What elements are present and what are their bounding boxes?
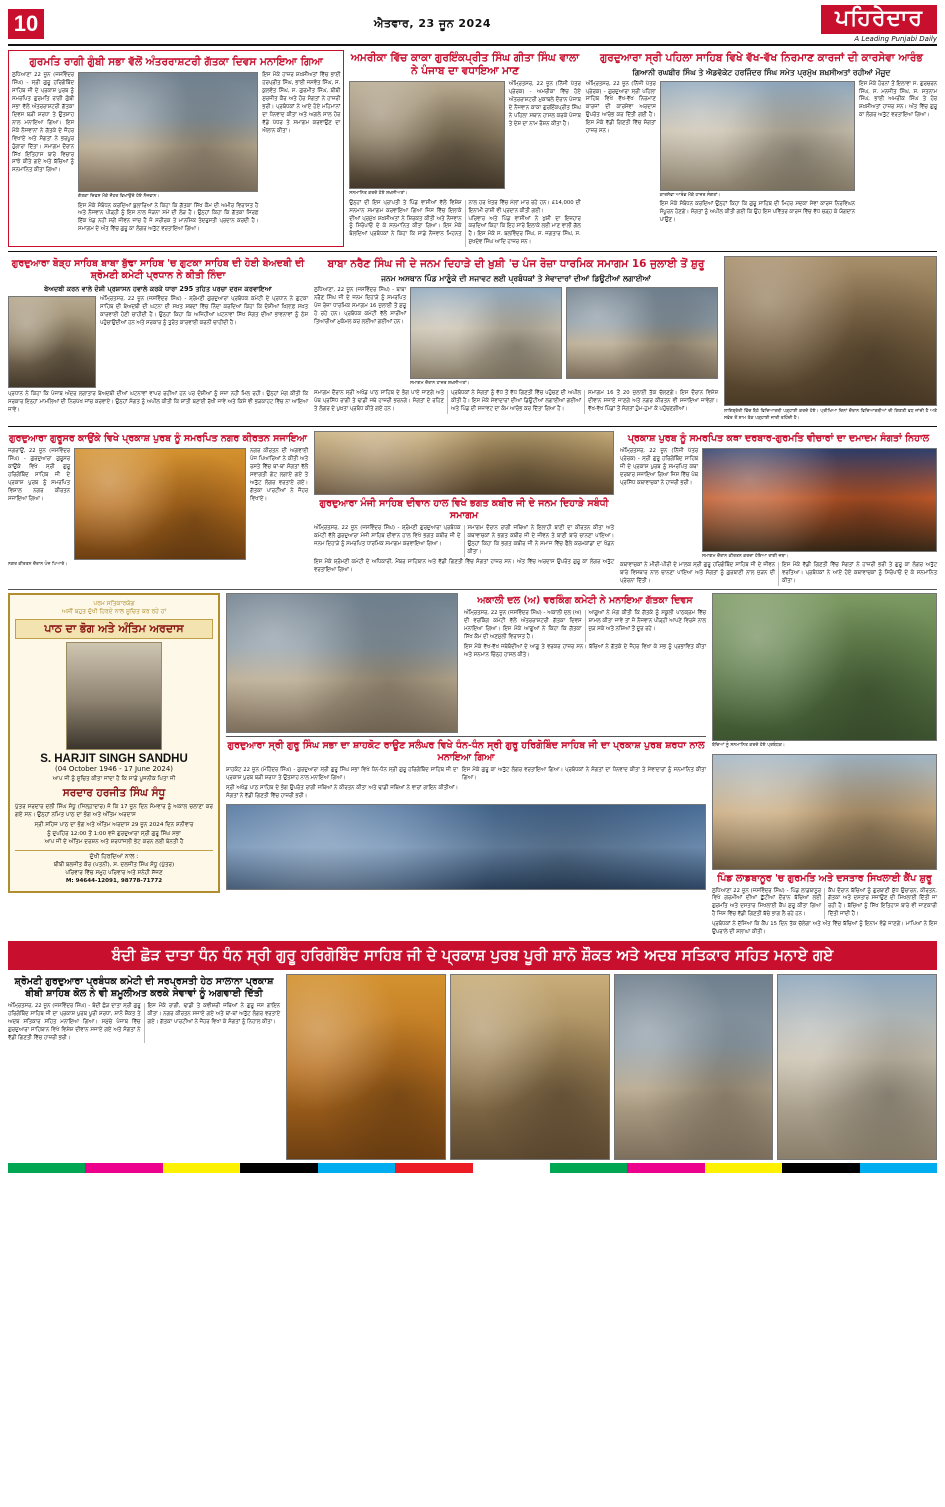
masthead bbox=[8, 6, 937, 46]
article-body: ਇਸ ਮੌਕੇ ਸੰਬੋਧਨ ਕਰਦਿਆਂ ਉਨ੍ਹਾਂ ਕਿਹਾ ਕਿ ਗੁਰੂ ਸਾਹਿਬ ਦੀ ਮਿਹਰ ਸਦਕਾ ਸੇਵਾ ਕਾਰਜ ਨਿਰਵਿਘਨ ਸੰਪੂਰਨ ਹੋਣਗੇ। ਸੰਗਤਾਂ ਨੂੰ ਅਪੀਲ ਕੀਤੀ ਗਈ ਕਿ ਉਹ ਇਸ ਪਵਿੱਤਰ ਕਾਰਜ ਵਿੱਚ ਵੱਧ ਚੜ੍ਹ ਕੇ ਯੋਗਦਾਨ ਪਾਉਣ। bbox=[659, 201, 855, 223]
article-body: ਸਮਾਗਮ ਦੌਰਾਨ ਰਾਗੀ ਜਥਿਆਂ ਨੇ ਇਲਾਹੀ ਬਾਣੀ ਦਾ ਕੀਰਤਨ ਕੀਤਾ ਅਤੇ ਕਥਾਵਾਚਕਾਂ ਨੇ ਭਗਤ ਕਬੀਰ ਜੀ ਦੇ ਜੀਵਨ ਤੇ ਬਾਣੀ ਬਾਰੇ ਚਾਨਣਾ ਪਾਇਆ। ਉਨ੍ਹਾਂ ਕਿਹਾ ਕਿ ਭਗਤ ਕਬੀਰ ਜੀ ਨੇ ਸਮਾਜ ਵਿੱਚ ਫੈਲੇ ਕਰਮਕਾਂਡਾਂ ਦਾ ਖੰਡਨ ਕੀਤਾ। bbox=[467, 524, 614, 555]
headline: ਬਾਬਾ ਨਰੈਣ ਸਿੰਘ ਜੀ ਦੇ ਜਨਮ ਦਿਹਾੜੇ ਦੀ ਖ਼ੁਸ਼ੀ 'ਚ ਪੰਜ ਰੋਜ਼ਾ ਧਾਰਮਿਕ ਸਮਾਗਮ 16 ਜੁਲਾਈ ਤੋਂ ਸ਼ੁਰੂ bbox=[327, 258, 705, 271]
obit-family-names: ਬੀਬੀ ਬਲਜੀਤ ਕੌਰ (ਪਤਨੀ), ਸ. ਦਲਜੀਤ ਸਿੰਘ ਸੰਧੂ (ਪੁੱਤਰ) bbox=[53, 861, 175, 868]
headline: ਗੁਰਮਤਿ ਰਾਗੀ ਗੁੰਬੀ ਸਭਾ ਵੱਲੋਂ ਅੰਤਰਰਾਸ਼ਟਰੀ ਗੱਤਕਾ ਦਿਵਸ ਮਨਾਇਆ ਗਿਆ bbox=[29, 56, 323, 68]
article-body: ਇਸ ਮੌਕੇ ਸ਼੍ਰੋਮਣੀ ਕਮੇਟੀ ਦੇ ਅਧਿਕਾਰੀ, ਮੈਂਬਰ ਸਾਹਿਬਾਨ ਅਤੇ ਵੱਡੀ ਗਿਣਤੀ ਵਿੱਚ ਸੰਗਤਾਂ ਹਾਜ਼ਰ ਸਨ। ਅੰਤ ਵਿੱਚ ਅਰਦਾਸ ਉਪਰੰਤ ਗੁਰੂ ਕਾ ਲੰਗਰ ਅਤੁੱਟ ਵਰਤਾਇਆ ਗਿਆ। bbox=[314, 558, 614, 573]
article-karseva bbox=[586, 50, 937, 247]
section-divider bbox=[8, 251, 937, 252]
bottom-photo-strip bbox=[286, 974, 937, 1160]
article-akali-dal-gatka bbox=[464, 593, 706, 733]
article-body: ਇਸ ਮੌਕੇ ਹੋਰਨਾਂ ਤੋਂ ਇਲਾਵਾ ਸ. ਗੁਰਚਰਨ ਸਿੰਘ, ਸ. ਮਨਜੀਤ ਸਿੰਘ, ਸ. ਸਤਨਾਮ ਸਿੰਘ, ਭਾਈ ਅਮਰੀਕ ਸਿੰਘ ਤੇ ਹੋਰ ਸ਼ਖ਼ਸੀਅਤਾਂ ਹਾਜ਼ਰ ਸਨ। ਅੰਤ ਵਿੱਚ ਗੁਰੂ ਕਾ ਲੰਗਰ ਅਤੁੱਟ ਵਰਤਾਇਆ ਗਿਆ। bbox=[859, 80, 937, 119]
article-photo bbox=[226, 804, 706, 890]
article-bhagat-kabir bbox=[314, 431, 614, 586]
article-body: ਪ੍ਰਬੰਧਕਾਂ ਨੇ ਸੰਗਤਾਂ ਨੂੰ ਵੱਧ ਤੋਂ ਵੱਧ ਗਿਣਤੀ ਵਿੱਚ ਪਹੁੰਚਣ ਦੀ ਅਪੀਲ ਕੀਤੀ ਹੈ। ਇਸ ਮੌਕੇ ਸੇਵਾਦਾਰਾਂ ਦੀਆਂ ਡਿਊਟੀਆਂ ਲਗਾਈਆਂ ਗਈਆਂ ਅਤੇ ਪਿੰਡ ਦੀ ਸਜਾਵਟ ਦਾ ਕੰਮ ਆਰੰਭ ਕਰ ਦਿੱਤਾ ਗਿਆ ਹੈ। bbox=[451, 390, 581, 413]
article-gatka-diwas bbox=[8, 50, 344, 247]
article-photo bbox=[8, 296, 96, 388]
masthead-date: ਐਤਵਾਰ, 23 ਜੂਨ 2024 bbox=[374, 16, 492, 30]
article-body: ਲੁਧਿਆਣਾ 22 ਜੂਨ (ਜਸਵਿੰਦਰ ਸਿੰਘ) - ਪਿੰਡ ਲਾਡਬਾਨੂਰ ਵਿਖੇ ਗਰਮੀਆਂ ਦੀਆਂ ਛੁੱਟੀਆਂ ਦੌਰਾਨ ਬੱਚਿਆਂ ਲਈ ਗੁਰਮਤਿ ਅਤੇ ਦਸਤਾਰ ਸਿਖਲਾਈ ਕੈਂਪ ਸ਼ੁਰੂ ਕੀਤਾ ਗਿਆ ਹੈ ਜਿਸ ਵਿੱਚ ਵੱਡੀ ਗਿਣਤੀ ਬੱਚੇ ਭਾਗ ਲੈ ਰਹੇ ਹਨ। bbox=[712, 887, 821, 918]
obit-date-line: ਸ੍ਰੀ ਸਹਿਜ ਪਾਠ ਦਾ ਭੋਗ ਅਤੇ ਅੰਤਿਮ ਅਰਦਾਸ 29 ਜੂਨ 2024 ਦਿਨ ਸ਼ਨੀਵਾਰ bbox=[34, 822, 194, 829]
article-body: ਕਥਾਵਾਚਕਾਂ ਨੇ ਮੀਰੀ-ਪੀਰੀ ਦੇ ਮਾਲਕ ਸ੍ਰੀ ਗੁਰੂ ਹਰਿਗੋਬਿੰਦ ਸਾਹਿਬ ਜੀ ਦੇ ਜੀਵਨ ਬਾਰੇ ਵਿਸਥਾਰ ਨਾਲ ਚਾਨਣਾ ਪਾਇਆ ਅਤੇ ਸੰਗਤਾਂ ਨੂੰ ਗੁਰਬਾਣੀ ਨਾਲ ਜੁੜਨ ਦੀ ਪ੍ਰੇਰਨਾ ਦਿੱਤੀ। bbox=[620, 562, 775, 585]
article-body: ਉਨ੍ਹਾਂ ਦੀ ਇਸ ਪ੍ਰਾਪਤੀ ਤੇ ਪਿੰਡ ਵਾਸੀਆਂ ਵੱਲੋਂ ਵਿਸ਼ੇਸ਼ ਸਨਮਾਨ ਸਮਾਗਮ ਕਰਵਾਇਆ ਗਿਆ ਜਿਸ ਵਿੱਚ ਇਲਾਕੇ ਦੀਆਂ ਪ੍ਰਮੁੱਖ ਸ਼ਖ਼ਸੀਅਤਾਂ ਨੇ ਸ਼ਿਰਕਤ ਕੀਤੀ ਅਤੇ ਨੌਜਵਾਨ ਨੂੰ ਸਿਰੋਪਾਓ ਦੇ ਕੇ ਸਨਮਾਨਿਤ ਕੀਤਾ ਗਿਆ। ਇਸ ਮੌਕੇ ਬੋਲਦਿਆਂ ਪ੍ਰਬੰਧਕਾਂ ਨੇ ਕਿਹਾ ਕਿ ਸਾਡੇ ਨੌਜਵਾਨ ਮਿਹਨਤ ਨਾਲ ਹਰ ਖੇਤਰ ਵਿੱਚ ਮੱਲਾਂ ਮਾਰ ਰਹੇ ਹਨ। £14,000 ਦੀ ਇਨਾਮੀ ਰਾਸ਼ੀ ਵੀ ਪ੍ਰਦਾਨ ਕੀਤੀ ਗਈ। bbox=[349, 199, 581, 238]
article-photo bbox=[314, 431, 614, 495]
article-nagar-kirtan bbox=[8, 431, 308, 586]
article-photo bbox=[78, 72, 258, 192]
section-divider bbox=[8, 589, 937, 590]
obit-line: ਆਪ ਜੀ ਨੂੰ ਸੂਚਿਤ ਕੀਤਾ ਜਾਂਦਾ ਹੈ ਕਿ ਸਾਡੇ ਪੂਜਨੀਕ ਪਿਤਾ ਜੀ bbox=[52, 776, 176, 783]
photo-caption: ਬੱਚਿਆਂ ਨੂੰ ਸਨਮਾਨਿਤ ਕਰਦੇ ਹੋਏ ਪ੍ਰਬੰਧਕ। bbox=[712, 743, 785, 749]
article-body: ਲੁਧਿਆਣਾ 22 ਜੂਨ (ਜਸਵਿੰਦਰ ਸਿੰਘ) - ਸ੍ਰੀ ਗੁਰੂ ਹਰਿਗੋਬਿੰਦ ਸਾਹਿਬ ਜੀ ਦੇ ਪ੍ਰਕਾਸ਼ ਪੁਰਬ ਨੂੰ ਸਮਰਪਿਤ ਗੁਰਮਤਿ ਰਾਗੀ ਗੁੰਬੀ ਸਭਾ ਵੱਲੋਂ ਅੰਤਰਰਾਸ਼ਟਰੀ ਗੱਤਕਾ ਦਿਵਸ ਬੜੀ ਸ਼ਰਧਾ ਤੇ ਉਤਸ਼ਾਹ ਨਾਲ ਮਨਾਇਆ ਗਿਆ। ਇਸ ਮੌਕੇ ਨੌਜਵਾਨਾਂ ਨੇ ਗੱਤਕੇ ਦੇ ਜੌਹਰ ਵਿਖਾਏ ਅਤੇ ਸੰਗਤਾਂ ਨੇ ਭਰਪੂਰ ਹੁੰਗਾਰਾ ਦਿੱਤਾ। ਸਮਾਗਮ ਦੌਰਾਨ ਸਿੱਖ ਇਤਿਹਾਸ ਬਾਰੇ ਵਿਚਾਰ ਸਾਂਝੇ ਕੀਤੇ ਗਏ ਅਤੇ ਬੱਚਿਆਂ ਨੂੰ ਸਨਮਾਨਿਤ ਕੀਤਾ ਗਿਆ। bbox=[12, 72, 74, 174]
article-photo bbox=[74, 448, 246, 560]
article-body: ਸ੍ਰੀ ਅਖੰਡ ਪਾਠ ਸਾਹਿਬ ਦੇ ਭੋਗ ਉਪਰੰਤ ਰਾਗੀ ਜਥਿਆਂ ਨੇ ਕੀਰਤਨ ਕੀਤਾ ਅਤੇ ਢਾਡੀ ਜਥਿਆਂ ਨੇ ਵਾਰਾਂ ਗਾਇਨ ਕੀਤੀਆਂ। ਸੰਗਤਾਂ ਨੇ ਵੱਡੀ ਗਿਣਤੀ ਵਿੱਚ ਹਾਜ਼ਰੀ ਭਰੀ। bbox=[226, 784, 458, 799]
article-body: ਜਗਰਾਉਂ, 22 ਜੂਨ (ਜਸਵਿੰਦਰ ਸਿੰਘ) - ਗੁਰਦੁਆਰਾ ਗੁਰੂਸਰ ਕਾਉਂਕੇ ਵਿਖੇ ਸ੍ਰੀ ਗੁਰੂ ਹਰਿਗੋਬਿੰਦ ਸਾਹਿਬ ਜੀ ਦੇ ਪ੍ਰਕਾਸ਼ ਪੁਰਬ ਨੂੰ ਸਮਰਪਿਤ ਵਿਸ਼ਾਲ ਨਗਰ ਕੀਰਤਨ ਸਜਾਇਆ ਗਿਆ। bbox=[8, 448, 70, 502]
article-body: ਇਸ ਮੌਕੇ ਵੱਖ-ਵੱਖ ਜਥੇਬੰਦੀਆਂ ਦੇ ਆਗੂ ਤੇ ਵਰਕਰ ਹਾਜ਼ਰ ਸਨ। ਬੱਚਿਆਂ ਨੇ ਗੱਤਕੇ ਦੇ ਜੌਹਰ ਵਿਖਾ ਕੇ ਸਭ ਨੂੰ ਪ੍ਰਭਾਵਿਤ ਕੀਤਾ ਅਤੇ ਸਨਮਾਨ ਚਿੰਨ੍ਹ ਹਾਸਲ ਕੀਤੇ। bbox=[464, 643, 706, 658]
article-dastar-camp bbox=[712, 593, 937, 937]
article-usa-award bbox=[349, 50, 580, 247]
article-katha-darbar bbox=[620, 431, 937, 586]
article-body: ਇਸ ਮੌਕੇ ਰਾਗੀ, ਢਾਡੀ ਤੇ ਕਵੀਸ਼ਰੀ ਜਥਿਆਂ ਨੇ ਗੁਰੂ ਜਸ ਗਾਇਨ ਕੀਤਾ। ਨਗਰ ਕੀਰਤਨ ਸਜਾਏ ਗਏ ਅਤੇ ਥਾਂ-ਥਾਂ ਅਤੁੱਟ ਲੰਗਰ ਵਰਤਾਏ ਗਏ। ਗੱਤਕਾ ਪਾਰਟੀਆਂ ਨੇ ਜੌਹਰ ਵਿਖਾ ਕੇ ਸੰਗਤਾਂ ਨੂੰ ਨਿਹਾਲ ਕੀਤਾ। bbox=[147, 1002, 280, 1025]
article-photo bbox=[450, 974, 610, 1160]
obit-family-names-2: ਪਰਿਵਾਰ ਵਿੱਚ ਸਮੂਹ ਪਰਿਵਾਰ ਅਤੇ ਸਨੇਹੀ ਸੱਜਣ bbox=[65, 869, 163, 876]
article-baba-naraina-singh bbox=[314, 256, 718, 422]
article-body: ਨਗਰ ਕੀਰਤਨ ਦੀ ਅਗਵਾਈ ਪੰਜ ਪਿਆਰਿਆਂ ਨੇ ਕੀਤੀ ਅਤੇ ਰਸਤੇ ਵਿੱਚ ਥਾਂ-ਥਾਂ ਸੰਗਤਾਂ ਵੱਲੋਂ ਸਵਾਗਤੀ ਗੇਟ ਲਗਾਏ ਗਏ ਤੇ ਅਤੁੱਟ ਲੰਗਰ ਵਰਤਾਏ ਗਏ। ਗੱਤਕਾ ਪਾਰਟੀਆਂ ਨੇ ਜੌਹਰ ਵਿਖਾਏ। bbox=[250, 448, 308, 502]
obit-body: ਪੁੱਤਰ ਸਰਦਾਰ ਦਲੀ ਸਿੰਘ ਸੰਧੂ (ਜਿਲ੍ਹਾਦਾਰ) ਜੋ ਕਿ 17 ਜੂਨ ਦਿਨ ਸੋਮਵਾਰ ਨੂੰ ਅਕਾਲ ਚਲਾਣਾ ਕਰ ਗਏ ਸਨ। ਉਨ੍ਹਾਂ ਨਮਿਤ ਪਾਠ ਦਾ ਭੋਗ ਅਤੇ ਅੰਤਿਮ ਅਰਦਾਸ bbox=[15, 803, 213, 819]
obit-time-line: ਨੂੰ ਦੁਪਹਿਰ 12:00 ਤੋਂ 1:00 ਵਜੇ ਗੁਰਦੁਆਰਾ ਸ੍ਰੀ ਗੁਰੂ ਸਿੰਘ ਸਭਾ bbox=[47, 830, 181, 837]
photo-caption: ਸਮਾਗਮ ਦੌਰਾਨ ਕੀਰਤਨ ਕਰਦਾ ਹੋਇਆ ਰਾਗੀ ਜਥਾ। bbox=[702, 554, 789, 560]
article-photo bbox=[777, 974, 937, 1160]
subheadline: ਗਿਆਨੀ ਰਘਬੀਰ ਸਿੰਘ ਤੇ ਐਡਵੋਕੇਟ ਹਰਜਿੰਦਰ ਸਿੰਘ ਸਮੇਤ ਪ੍ਰਮੁੱਖ ਸ਼ਖ਼ਸੀਅਤਾਂ ਰਹੀਆਂ ਮੌਜੂਦ bbox=[632, 68, 891, 78]
obit-top-line: ਪਰਮ ਸਤਿਕਾਰਯੋਗ bbox=[93, 600, 135, 608]
page-number: 10 bbox=[8, 9, 44, 39]
subheadline: ਸ਼੍ਰੋਮਣੀ ਗੁਰਦੁਆਰਾ ਪ੍ਰਬੰਧਕ ਕਮੇਟੀ ਦੀ ਸਰਪ੍ਰਸਤੀ ਹੇਠ ਸਾਲਾਨਾ ਪ੍ਰਕਾਸ਼ ਬੀਬੀ ਸ਼ਾਹਿਬ ਕੋਲ ਨੇ ਵੀ ਸ਼ਮੂਲੀਅਤ ਕਰਕੇ ਸੇਵਾਵਾਂ ਨੂੰ ਅਗਵਾਈ ਦਿੱਤੀ bbox=[14, 976, 274, 1000]
article-body: ਅੰਮ੍ਰਿਤਸਰ, 22 ਜੂਨ (ਜਸਵਿੰਦਰ ਸਿੰਘ) - ਬੰਦੀ ਛੋੜ ਦਾਤਾ ਸ੍ਰੀ ਗੁਰੂ ਹਰਿਗੋਬਿੰਦ ਸਾਹਿਬ ਜੀ ਦਾ ਪ੍ਰਕਾਸ਼ ਪੁਰਬ ਪੂਰੀ ਸ਼ਰਧਾ, ਸ਼ਾਨੋ ਸ਼ੌਕਤ ਤੇ ਅਦਬ ਸਤਿਕਾਰ ਸਹਿਤ ਮਨਾਇਆ ਗਿਆ। ਸਮੁੱਚੇ ਪੰਜਾਬ ਵਿੱਚ ਗੁਰਦੁਆਰਾ ਸਾਹਿਬਾਨ ਵਿਖੇ ਵਿਸ਼ੇਸ਼ ਦੀਵਾਨ ਸਜਾਏ ਗਏ ਅਤੇ ਸੰਗਤਾਂ ਨੇ ਵੱਡੀ ਗਿਣਤੀ ਵਿੱਚ ਹਾਜ਼ਰੀ ਭਰੀ। bbox=[8, 1002, 141, 1041]
brand-wrap bbox=[821, 5, 937, 43]
print-registration-bar bbox=[8, 1163, 937, 1173]
newspaper-logo: ਪਹਿਰੇਦਾਰ bbox=[821, 5, 937, 34]
article-body: ਆਗੂਆਂ ਨੇ ਮੰਗ ਕੀਤੀ ਕਿ ਗੱਤਕੇ ਨੂੰ ਸਕੂਲੀ ਪਾਠਕ੍ਰਮ ਵਿੱਚ ਸ਼ਾਮਲ ਕੀਤਾ ਜਾਵੇ ਤਾਂ ਜੋ ਨੌਜਵਾਨ ਪੀੜ੍ਹੀ ਆਪਣੇ ਵਿਰਸੇ ਨਾਲ ਜੁੜ ਸਕੇ ਅਤੇ ਨਸ਼ਿਆਂ ਤੋਂ ਦੂਰ ਰਹੇ। bbox=[588, 610, 706, 632]
photo-caption: ਨਗਰ ਕੀਰਤਨ ਦੌਰਾਨ ਪੰਜ ਪਿਆਰੇ। bbox=[8, 562, 68, 568]
photo-caption: ਸਮਾਗਮ ਦੌਰਾਨ ਹਾਜ਼ਰ ਸ਼ਖ਼ਸੀਅਤਾਂ। bbox=[410, 380, 470, 386]
article-shahkot-prakash-purab bbox=[226, 740, 706, 890]
photo-caption: ਗੱਤਕਾ ਦਿਵਸ ਮੌਕੇ ਜੌਹਰ ਵਿਖਾਉਂਦੇ ਹੋਏ ਨੌਜਵਾਨ। bbox=[78, 194, 160, 200]
obit-family-header: ਦੁੱਖੀ ਹਿਰਦਿਆਂ ਨਾਲ : bbox=[15, 850, 213, 861]
subheadline: ਜਨਮ ਅਸਥਾਨ ਪਿੰਡ ਮਾਣੂੰਕੇ ਦੀ ਸਜਾਵਟ ਲਈ ਪ੍ਰਬੰਧਕਾਂ ਤੇ ਸੇਵਾਦਾਰਾਂ ਦੀਆਂ ਡਿਊਟੀਆਂ ਲਗਾਈਆਂ bbox=[381, 274, 651, 284]
headline: ਅਕਾਲੀ ਦਲ (ਅ) ਵਰਕਿੰਗ ਕਮੇਟੀ ਨੇ ਮਨਾਇਆ ਗੱਤਕਾ ਦਿਵਸ bbox=[477, 595, 693, 607]
obit-portrait bbox=[66, 642, 162, 750]
article-photo bbox=[614, 974, 774, 1160]
section-divider bbox=[226, 736, 706, 737]
brand-tagline: A Leading Punjabi Daily bbox=[854, 34, 937, 43]
obituary-ad bbox=[8, 593, 220, 937]
article-akali-dal-photo bbox=[226, 593, 458, 733]
article-body: ਕੈਂਪ ਦੌਰਾਨ ਬੱਚਿਆਂ ਨੂੰ ਗੁਰਬਾਣੀ ਸ਼ੁੱਧ ਉਚਾਰਨ, ਕੀਰਤਨ, ਗੱਤਕਾ ਅਤੇ ਦਸਤਾਰ ਸਜਾਉਣ ਦੀ ਸਿਖਲਾਈ ਦਿੱਤੀ ਜਾ ਰਹੀ ਹੈ। ਬੱਚਿਆਂ ਨੂੰ ਸਿੱਖ ਇਤਿਹਾਸ ਬਾਰੇ ਵੀ ਜਾਣਕਾਰੀ ਦਿੱਤੀ ਜਾਂਦੀ ਹੈ। bbox=[828, 887, 937, 918]
headline: ਅਮਰੀਕਾ ਵਿੱਚ ਕਾਕਾ ਗੁਰਇੰਕਪ੍ਰੀਤ ਸਿੰਘ ਗੀਤਾ ਸਿੰਘ ਵਾਲਾ ਨੇ ਪੰਜਾਬ ਦਾ ਵਧਾਇਆ ਮਾਣ bbox=[350, 52, 580, 78]
headline: ਪਿੰਡ ਲਾਡਬਾਨੂਰ 'ਚ ਗੁਰਮਤਿ ਅਤੇ ਦਸਤਾਰ ਸਿਖਲਾਈ ਕੈਂਪ ਸ਼ੁਰੂ bbox=[717, 872, 932, 884]
article-body: ਅੰਮ੍ਰਿਤਸਰ, 22 ਜੂਨ (ਨਿੱਜੀ ਪੱਤਰ ਪ੍ਰੇਰਕ) - ਸ੍ਰੀ ਗੁਰੂ ਹਰਿਗੋਬਿੰਦ ਸਾਹਿਬ ਜੀ ਦੇ ਪ੍ਰਕਾਸ਼ ਪੁਰਬ ਨੂੰ ਸਮਰਪਿਤ ਕਥਾ ਦਰਬਾਰ ਸਜਾਇਆ ਗਿਆ ਜਿਸ ਵਿੱਚ ਪੰਥ ਪ੍ਰਸਿੱਧ ਕਥਾਵਾਚਕਾਂ ਨੇ ਹਾਜ਼ਰੀ ਭਰੀ। bbox=[620, 448, 698, 486]
article-body: ਪ੍ਰਧਾਨ ਨੇ ਕਿਹਾ ਕਿ ਪੰਜਾਬ ਅੰਦਰ ਲਗਾਤਾਰ ਬੇਅਦਬੀ ਦੀਆਂ ਘਟਨਾਵਾਂ ਵਾਪਰ ਰਹੀਆਂ ਹਨ ਪਰ ਦੋਸ਼ੀਆਂ ਨੂੰ ਸਜ਼ਾ ਨਹੀਂ ਮਿਲ ਰਹੀ। ਉਨ੍ਹਾਂ ਮੰਗ ਕੀਤੀ ਕਿ ਸਰਕਾਰ ਇਨ੍ਹਾਂ ਮਾਮਲਿਆਂ ਦੀ ਨਿਰਪੱਖ ਜਾਂਚ ਕਰਵਾਏ। ਉਨ੍ਹਾਂ ਸੰਗਤ ਨੂੰ ਅਪੀਲ ਕੀਤੀ ਕਿ ਸ਼ਾਂਤੀ ਬਣਾਈ ਰੱਖੀ ਜਾਵੇ ਅਤੇ ਕਿਸੇ ਵੀ ਭੜਕਾਹਟ ਵਿੱਚ ਨਾ ਆਇਆ ਜਾਵੇ। bbox=[8, 391, 308, 414]
obit-place-line: ਆਪ ਜੀ ਦੇ ਅੰਤਿਮ ਦਰਸ਼ਨ ਅਤੇ ਸ਼ਰਧਾਂਜਲੀ ਭੇਟ ਕਰਨ ਲਈ ਬੇਨਤੀ ਹੈ bbox=[44, 839, 184, 846]
headline: ਪ੍ਰਕਾਸ਼ ਪੁਰਬ ਨੂੰ ਸਮਰਪਿਤ ਕਥਾ ਦਰਬਾਰ-ਗੁਰਮਤਿ ਵੀਚਾਰਾਂ ਦਾ ਦਮਾਦਮ ਸੰਗਤਾਂ ਨਿਹਾਲ bbox=[627, 433, 930, 445]
article-photo bbox=[724, 256, 937, 406]
article-body: ਅੰਮ੍ਰਿਤਸਰ, 22 ਜੂਨ (ਜਸਵਿੰਦਰ ਸਿੰਘ) - ਸ਼੍ਰੋਮਣੀ ਗੁਰਦੁਆਰਾ ਪ੍ਰਬੰਧਕ ਕਮੇਟੀ ਦੇ ਪ੍ਰਧਾਨ ਨੇ ਗੁਟਕਾ ਸਾਹਿਬ ਦੀ ਬੇਅਦਬੀ ਦੀ ਘਟਨਾ ਦੀ ਸਖ਼ਤ ਸ਼ਬਦਾਂ ਵਿੱਚ ਨਿੰਦਾ ਕਰਦਿਆਂ ਕਿਹਾ ਕਿ ਦੋਸ਼ੀਆਂ ਖ਼ਿਲਾਫ਼ ਸਖ਼ਤ ਕਾਰਵਾਈ ਹੋਣੀ ਚਾਹੀਦੀ ਹੈ। ਉਨ੍ਹਾਂ ਕਿਹਾ ਕਿ ਅਜਿਹੀਆਂ ਘਟਨਾਵਾਂ ਸਿੱਖ ਸੰਗਤ ਦੀਆਂ ਭਾਵਨਾਵਾਂ ਨੂੰ ਠੇਸ ਪਹੁੰਚਾਉਂਦੀਆਂ ਹਨ ਅਤੇ ਸਰਕਾਰ ਨੂੰ ਤੁਰੰਤ ਕਾਰਵਾਈ ਕਰਨੀ ਚਾਹੀਦੀ ਹੈ। bbox=[100, 296, 308, 327]
article-body: ਇਸ ਮੌਕੇ ਗੁਰੂ ਕਾ ਅਤੁੱਟ ਲੰਗਰ ਵਰਤਾਇਆ ਗਿਆ। ਪ੍ਰਬੰਧਕਾਂ ਨੇ ਸੰਗਤਾਂ ਦਾ ਧੰਨਵਾਦ ਕੀਤਾ ਤੇ ਸੇਵਾਦਾਰਾਂ ਨੂੰ ਸਨਮਾਨਿਤ ਕੀਤਾ ਗਿਆ। bbox=[462, 767, 706, 781]
subheadline: ਬੇਅਦਬੀ ਕਰਨ ਵਾਲੇ ਦੋਸ਼ੀ ਪ੍ਰਸ਼ਾਸਨ ਹਵਾਲੇ ਕਰਕੇ ਧਾਰਾ 295 ਤਹਿਤ ਪਰਚਾ ਦਰਜ ਕਰਵਾਇਆ bbox=[44, 285, 272, 294]
article-body: ਇਸ ਮੌਕੇ ਸੰਬੋਧਨ ਕਰਦਿਆਂ ਬੁਲਾਰਿਆਂ ਨੇ ਕਿਹਾ ਕਿ ਗੱਤਕਾ ਸਿੱਖ ਕੌਮ ਦੀ ਅਮੀਰ ਵਿਰਾਸਤ ਹੈ ਅਤੇ ਨੌਜਵਾਨ ਪੀੜ੍ਹੀ ਨੂੰ ਇਸ ਨਾਲ ਜੋੜਨਾ ਸਮੇਂ ਦੀ ਲੋੜ ਹੈ। ਉਨ੍ਹਾਂ ਕਿਹਾ ਕਿ ਗੱਤਕਾ ਸਿਰਫ਼ ਇੱਕ ਖੇਡ ਨਹੀਂ ਸਗੋਂ ਜੀਵਨ ਜਾਚ ਹੈ ਜੋ ਸਰੀਰਕ ਤੇ ਮਾਨਸਿਕ ਤੰਦਰੁਸਤੀ ਪ੍ਰਦਾਨ ਕਰਦੀ ਹੈ। ਸਮਾਗਮ ਦੇ ਅੰਤ ਵਿੱਚ ਗੁਰੂ ਕਾ ਲੰਗਰ ਅਤੁੱਟ ਵਰਤਾਇਆ ਗਿਆ। bbox=[78, 202, 259, 233]
article-photo bbox=[712, 754, 937, 870]
article-photo bbox=[286, 974, 446, 1160]
headline: ਗੁਰਦੁਆਰਾ ਗੁਰੂਸਰ ਕਾਉਂਕੇ ਵਿਖੇ ਪ੍ਰਕਾਸ਼ ਪੁਰਬ ਨੂੰ ਸਮਰਪਿਤ ਨਗਰ ਕੀਰਤਨ ਸਜਾਇਆ bbox=[8, 433, 308, 445]
article-photo bbox=[349, 81, 504, 189]
article-body: ਇਸ ਮੌਕੇ ਹਾਜ਼ਰ ਸ਼ਖ਼ਸੀਅਤਾਂ ਵਿੱਚ ਭਾਈ ਹਰਪ੍ਰੀਤ ਸਿੰਘ, ਭਾਈ ਜਸਵੰਤ ਸਿੰਘ, ਸ. ਕੁਲਵੰਤ ਸਿੰਘ, ਸ. ਗੁਰਮੀਤ ਸਿੰਘ, ਬੀਬੀ ਸੁਰਜੀਤ ਕੌਰ ਅਤੇ ਹੋਰ ਸੰਗਤਾਂ ਨੇ ਹਾਜ਼ਰੀ ਭਰੀ। ਪ੍ਰਬੰਧਕਾਂ ਨੇ ਆਏ ਹੋਏ ਮਹਿਮਾਨਾਂ ਦਾ ਧੰਨਵਾਦ ਕੀਤਾ ਅਤੇ ਅਗਲੇ ਸਾਲ ਹੋਰ ਵੱਡੇ ਪੱਧਰ ਤੇ ਸਮਾਗਮ ਕਰਵਾਉਣ ਦਾ ਐਲਾਨ ਕੀਤਾ। bbox=[262, 72, 341, 134]
article-photo bbox=[712, 593, 937, 741]
headline: ਗੁਰਦੁਆਰਾ ਸ੍ਰੀ ਪਹਿਲਾ ਸਾਹਿਬ ਵਿਖੇ ਵੱਖ-ਵੱਖ ਨਿਰਮਾਣ ਕਾਰਜਾਂ ਦੀ ਕਾਰਸੇਵਾ ਆਰੰਭ bbox=[599, 52, 923, 64]
article-body: ਅੰਮ੍ਰਿਤਸਰ, 22 ਜੂਨ (ਨਿੱਜੀ ਪੱਤਰ ਪ੍ਰੇਰਕ) - ਗੁਰਦੁਆਰਾ ਸ੍ਰੀ ਪਹਿਲਾ ਸਾਹਿਬ ਵਿਖੇ ਵੱਖ-ਵੱਖ ਨਿਰਮਾਣ ਕਾਰਜਾਂ ਦੀ ਕਾਰਸੇਵਾ ਅਰਦਾਸ ਉਪਰੰਤ ਆਰੰਭ ਕਰ ਦਿੱਤੀ ਗਈ ਹੈ। ਇਸ ਮੌਕੇ ਵੱਡੀ ਗਿਣਤੀ ਵਿੱਚ ਸੰਗਤਾਂ ਹਾਜ਼ਰ ਸਨ। bbox=[585, 80, 656, 135]
article-body: ਸਮਾਗਮ 16 ਤੋਂ 20 ਜੁਲਾਈ ਤੱਕ ਚੱਲਣਗੇ। ਇਸ ਦੌਰਾਨ ਵਿਸ਼ੇਸ਼ ਦੀਵਾਨ ਸਜਾਏ ਜਾਣਗੇ ਅਤੇ ਨਗਰ ਕੀਰਤਨ ਵੀ ਸਜਾਇਆ ਜਾਵੇਗਾ। ਵੱਖ-ਵੱਖ ਪਿੰਡਾਂ ਤੋਂ ਸੰਗਤਾਂ ਹੁੰਮ-ਹੁਮਾ ਕੇ ਪਹੁੰਚਣਗੀਆਂ। bbox=[588, 390, 718, 413]
article-body: ਅੰਮ੍ਰਿਤਸਰ, 22 ਜੂਨ (ਜਸਵਿੰਦਰ ਸਿੰਘ) - ਅਕਾਲੀ ਦਲ (ਅ) ਦੀ ਵਰਕਿੰਗ ਕਮੇਟੀ ਵੱਲੋਂ ਅੰਤਰਰਾਸ਼ਟਰੀ ਗੱਤਕਾ ਦਿਵਸ ਮਨਾਇਆ ਗਿਆ। ਇਸ ਮੌਕੇ ਆਗੂਆਂ ਨੇ ਕਿਹਾ ਕਿ ਗੱਤਕਾ ਸਿੱਖ ਕੌਮ ਦੀ ਅਣਮੁੱਲੀ ਵਿਰਾਸਤ ਹੈ। bbox=[464, 610, 582, 640]
bottom-banner-headline: ਬੰਦੀ ਛੋੜ ਦਾਤਾ ਧੰਨ ਧੰਨ ਸ੍ਰੀ ਗੁਰੂ ਹਰਿਗੋਬਿੰਦ ਸਾਹਿਬ ਜੀ ਦੇ ਪ੍ਰਕਾਸ਼ ਪੁਰਬ ਪੂਰੀ ਸ਼ਾਨੋ ਸ਼ੌਕਤ ਅਤੇ ਅਦਬ ਸਤਿਕਾਰ ਸਹਿਤ ਮਨਾਏ ਗਏ bbox=[8, 941, 937, 970]
headline: ਗੁਰਦੁਆਰਾ ਸ੍ਰੀ ਗੁਰੂ ਸਿੰਘ ਸਭਾ ਦਾ ਸ਼ਾਹਕੋਟ ਰਾਊਣ ਸਲੰਘਰ ਵਿਖੇ ਧੰਨ-ਧੰਨ ਸ੍ਰੀ ਗੁਰੂ ਹਰਿਗੋਬਿੰਦ ਸਾਹਿਬ ਜੀ ਦਾ ਪ੍ਰਕਾਸ਼ ਪੁਰਬ ਸ਼ਰਧਾ ਨਾਲ ਮਨਾਇਆ ਗਿਆ bbox=[227, 740, 705, 764]
article-body: ਲੁਧਿਆਣਾ, 22 ਜੂਨ (ਜਸਵਿੰਦਰ ਸਿੰਘ) - ਬਾਬਾ ਨਰੈਣ ਸਿੰਘ ਜੀ ਦੇ ਜਨਮ ਦਿਹਾੜੇ ਨੂੰ ਸਮਰਪਿਤ ਪੰਜ ਰੋਜ਼ਾ ਧਾਰਮਿਕ ਸਮਾਗਮ 16 ਜੁਲਾਈ ਤੋਂ ਸ਼ੁਰੂ ਹੋ ਰਹੇ ਹਨ। ਪ੍ਰਬੰਧਕ ਕਮੇਟੀ ਵੱਲੋਂ ਸਾਰੀਆਂ ਤਿਆਰੀਆਂ ਮੁਕੰਮਲ ਕਰ ਲਈਆਂ ਗਈਆਂ ਹਨ। bbox=[314, 286, 406, 325]
article-body: ਸ਼ਾਹਕੋਟ 22 ਜੂਨ (ਮੋਹਿੰਦਰ ਸਿੰਘ) - ਗੁਰਦੁਆਰਾ ਸ੍ਰੀ ਗੁਰੂ ਸਿੰਘ ਸਭਾ ਵਿਖੇ ਧੰਨ-ਧੰਨ ਸ੍ਰੀ ਗੁਰੂ ਹਰਿਗੋਬਿੰਦ ਸਾਹਿਬ ਜੀ ਦਾ ਪ੍ਰਕਾਸ਼ ਪੁਰਬ ਬੜੀ ਸ਼ਰਧਾ ਤੇ ਉਤਸ਼ਾਹ ਨਾਲ ਮਨਾਇਆ ਗਿਆ। bbox=[226, 767, 458, 781]
obit-dates: (04 October 1946 - 17 June 2024) bbox=[54, 765, 174, 774]
article-photo bbox=[702, 448, 937, 552]
obit-small-top: ਅਸੀਂ ਬਹੁਤ ਦੁੱਖੀ ਹਿਰਦੇ ਨਾਲ ਸੂਚਿਤ ਕਰ ਰਹੇ ਹਾਂ bbox=[61, 608, 167, 616]
headline: ਗੁਰਦੁਆਰਾ ਬੋੜ੍ਹ ਸਾਹਿਬ ਬਾਬਾ ਬੁੱਢਾ ਸਾਹਿਬ 'ਚ ਗੁਟਕਾ ਸਾਹਿਬ ਦੀ ਹੋਈ ਬੇਅਦਬੀ ਦੀ ਸ਼੍ਰੋਮਣੀ ਕਮੇਟੀ ਪ੍ਰਧਾਨ ਨੇ ਕੀਤੀ ਨਿੰਦਾ bbox=[11, 258, 305, 282]
article-beadbi bbox=[8, 256, 308, 422]
article-body: ਸਮਾਗਮ ਦੌਰਾਨ ਸ੍ਰੀ ਅਖੰਡ ਪਾਠ ਸਾਹਿਬ ਦੇ ਭੋਗ ਪਾਏ ਜਾਣਗੇ ਅਤੇ ਪੰਥ ਪ੍ਰਸਿੱਧ ਰਾਗੀ ਤੇ ਢਾਡੀ ਜਥੇ ਹਾਜ਼ਰੀ ਭਰਨਗੇ। ਸੰਗਤਾਂ ਦੇ ਰਹਿਣ ਤੇ ਲੰਗਰ ਦੇ ਪੁਖ਼ਤਾ ਪ੍ਰਬੰਧ ਕੀਤੇ ਗਏ ਹਨ। bbox=[314, 390, 444, 413]
article-photo bbox=[566, 287, 718, 379]
photo-caption: ਕਾਰਸੇਵਾ ਆਰੰਭ ਮੌਕੇ ਹਾਜ਼ਰ ਸੰਗਤਾਂ। bbox=[659, 192, 721, 198]
article-body: ਅੰਮ੍ਰਿਤਸਰ, 22 ਜੂਨ (ਜਸਵਿੰਦਰ ਸਿੰਘ) - ਸ਼੍ਰੋਮਣੀ ਗੁਰਦੁਆਰਾ ਪ੍ਰਬੰਧਕ ਕਮੇਟੀ ਵੱਲੋਂ ਗੁਰਦੁਆਰਾ ਮੰਜੀ ਸਾਹਿਬ ਦੀਵਾਨ ਹਾਲ ਵਿਖੇ ਭਗਤ ਕਬੀਰ ਜੀ ਦੇ ਜਨਮ ਦਿਹਾੜੇ ਨੂੰ ਸਮਰਪਿਤ ਧਾਰਮਿਕ ਸਮਾਗਮ ਕਰਵਾਇਆ ਗਿਆ। bbox=[314, 524, 461, 547]
article-body: ਪ੍ਰਬੰਧਕਾਂ ਨੇ ਦੱਸਿਆ ਕਿ ਕੈਂਪ 15 ਦਿਨ ਤੱਕ ਚੱਲੇਗਾ ਅਤੇ ਅੰਤ ਵਿੱਚ ਬੱਚਿਆਂ ਨੂੰ ਇਨਾਮ ਵੰਡੇ ਜਾਣਗੇ। ਮਾਪਿਆਂ ਨੇ ਇਸ ਉਪਰਾਲੇ ਦੀ ਸ਼ਲਾਘਾ ਕੀਤੀ। bbox=[712, 921, 937, 936]
article-photo bbox=[226, 593, 458, 733]
article-photo bbox=[410, 287, 562, 379]
article-body: ਇਸ ਮੌਕੇ ਵੱਡੀ ਗਿਣਤੀ ਵਿੱਚ ਸੰਗਤਾਂ ਨੇ ਹਾਜ਼ਰੀ ਭਰੀ ਤੇ ਗੁਰੂ ਕਾ ਲੰਗਰ ਅਤੁੱਟ ਵਰਤਿਆ। ਪ੍ਰਬੰਧਕਾਂ ਨੇ ਆਏ ਹੋਏ ਕਥਾਵਾਚਕਾਂ ਨੂੰ ਸਿਰੋਪਾਓ ਦੇ ਕੇ ਸਨਮਾਨਿਤ ਕੀਤਾ। bbox=[782, 562, 937, 585]
obit-phone: M: 94644-12091, 98778-71772 bbox=[65, 878, 163, 885]
section-divider bbox=[8, 426, 937, 427]
article-photo bbox=[660, 81, 855, 191]
article-body: ਪਰਿਵਾਰ ਅਤੇ ਪਿੰਡ ਵਾਸੀਆਂ ਨੇ ਖੁਸ਼ੀ ਦਾ ਇਜ਼ਹਾਰ ਕਰਦਿਆਂ ਕਿਹਾ ਕਿ ਇਹ ਸਾਰੇ ਇਲਾਕੇ ਲਈ ਮਾਣ ਵਾਲੀ ਗੱਲ ਹੈ। ਇਸ ਮੌਕੇ ਸ. ਬਲਵਿੰਦਰ ਸਿੰਘ, ਸ. ਜਗਤਾਰ ਸਿੰਘ, ਸ. ਸੁਖਦੇਵ ਸਿੰਘ ਆਦਿ ਹਾਜ਼ਰ ਸਨ। bbox=[468, 215, 581, 246]
obit-title: ਪਾਠ ਦਾ ਭੋਗ ਅਤੇ ਅੰਤਿਮ ਅਰਦਾਸ bbox=[15, 619, 213, 639]
article-bandi-chhor bbox=[8, 974, 280, 1160]
obit-name-punjabi: ਸਰਦਾਰ ਹਰਜੀਤ ਸਿੰਘ ਸੰਧੂ bbox=[62, 786, 166, 799]
article-body: ਅੰਮ੍ਰਿਤਸਰ, 22 ਜੂਨ (ਨਿੱਜੀ ਪੱਤਰ ਪ੍ਰੇਰਕ) - ਅਮਰੀਕਾ ਵਿੱਚ ਹੋਏ ਅੰਤਰਰਾਸ਼ਟਰੀ ਮੁਕਾਬਲੇ ਦੌਰਾਨ ਪੰਜਾਬ ਦੇ ਨੌਜਵਾਨ ਕਾਕਾ ਗੁਰਇੰਕਪ੍ਰੀਤ ਸਿੰਘ ਨੇ ਪਹਿਲਾ ਸਥਾਨ ਹਾਸਲ ਕਰਕੇ ਪੰਜਾਬ ਤੇ ਦੇਸ਼ ਦਾ ਨਾਮ ਰੌਸ਼ਨ ਕੀਤਾ ਹੈ। bbox=[508, 81, 581, 127]
photo-caption: ਲਾਇਬ੍ਰੇਰੀ ਵਿੱਚ ਬੈਠੇ ਵਿਦਿਆਰਥੀ ਪੜ੍ਹਾਈ ਕਰਦੇ ਹੋਏ। ਪ੍ਰੀਖਿਆ ਦਿਨਾਂ ਦੌਰਾਨ ਵਿਦਿਆਰਥੀਆਂ ਦੀ ਗਿਣਤੀ ਵਧ ਜਾਂਦੀ ਹੈ ਅਤੇ ਸਵੇਰ ਤੋਂ ਸ਼ਾਮ ਤੱਕ ਪੜ੍ਹਾਈ ਜਾਰੀ ਰਹਿੰਦੀ ਹੈ। bbox=[724, 409, 937, 421]
article-library bbox=[724, 256, 937, 422]
photo-caption: ਸਨਮਾਨਿਤ ਕਰਦੇ ਹੋਏ ਸ਼ਖ਼ਸੀਅਤਾਂ। bbox=[349, 191, 408, 197]
headline: ਗੁਰਦੁਆਰਾ ਮੰਜੀ ਸਾਹਿਬ ਦੀਵਾਨ ਹਾਲ ਵਿਖੇ ਭਗਤ ਕਬੀਰ ਜੀ ਦੇ ਜਨਮ ਦਿਹਾੜੇ ਸਬੰਧੀ ਸਮਾਗਮ bbox=[319, 498, 609, 522]
obit-name-english: S. HARJIT SINGH SANDHU bbox=[40, 753, 188, 766]
